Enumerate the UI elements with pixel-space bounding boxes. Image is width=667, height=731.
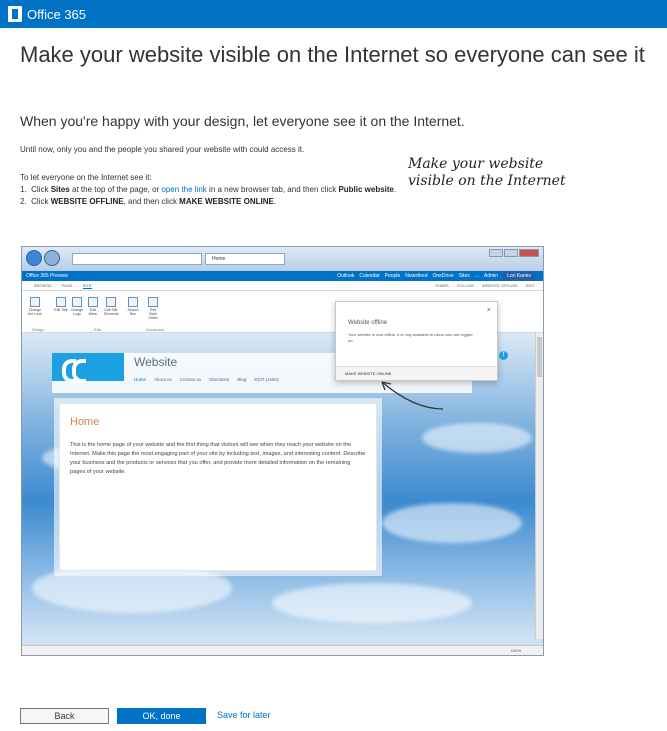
user-name: Lori Kanev	[503, 271, 535, 281]
nav-item: People	[384, 273, 401, 279]
o365-nav	[337, 271, 535, 281]
ribbon-tab: SITE	[82, 282, 92, 288]
ribbon-group: Advanced	[146, 327, 164, 332]
site-nav	[134, 377, 279, 382]
ribbon-button: Search Box	[126, 297, 140, 316]
site-nav-item: Home	[134, 377, 147, 382]
ribbon-button: Edit Menu	[86, 297, 100, 316]
ribbon-group: Design	[32, 327, 45, 332]
step-text: .	[273, 197, 277, 206]
close-icon	[519, 249, 539, 257]
save-for-later-link[interactable]: Save for later	[217, 710, 271, 720]
window-buttons	[489, 249, 539, 257]
website-offline-popup	[335, 301, 498, 381]
ribbon-group: Edit	[94, 327, 101, 332]
ok-done-button[interactable]: OK, done	[117, 708, 206, 724]
ribbon-action: SHARE	[435, 283, 449, 288]
callout-line: visible on the Internet	[408, 173, 566, 189]
step-text: , and then click	[123, 197, 180, 206]
site-nav-item: Blog	[237, 377, 247, 382]
steps-list	[20, 172, 396, 208]
step-1	[20, 184, 396, 196]
callout-text	[408, 156, 598, 190]
step-text: Click	[31, 197, 51, 206]
brand-name: Office 365	[27, 6, 87, 22]
site-nav-item: EDIT LINKS	[254, 377, 279, 382]
open-link[interactable]: open the link	[161, 185, 207, 194]
intro-text: Until now, only you and the people you shared your website with could access it.	[20, 145, 305, 154]
callout-line: Make your website	[408, 156, 544, 172]
o365-bar	[22, 271, 543, 281]
top-bar	[0, 0, 667, 28]
step-bold: MAKE WEBSITE ONLINE	[179, 197, 274, 206]
scrollbar	[535, 333, 543, 639]
back-button[interactable]: Back	[20, 708, 109, 724]
ribbon-actions	[435, 283, 535, 288]
site-logo-icon	[52, 353, 124, 381]
page-subtitle: When you're happy with your design, let everyone see it on the Internet.	[20, 113, 465, 129]
step-number: 2.	[20, 197, 27, 206]
ribbon-button: Edit Site Elements	[104, 297, 118, 316]
nav-item: Newsfeed	[405, 273, 428, 279]
ribbon-button: Edit Title	[54, 297, 68, 312]
ribbon-tab: PAGE	[61, 283, 73, 288]
o365-brand: Office 365 Preview	[26, 273, 68, 279]
close-icon: ×	[486, 307, 491, 314]
site-nav-item: Directions	[209, 377, 230, 382]
step-text: .	[394, 185, 397, 194]
zoom-level: 100%	[510, 648, 521, 653]
step-bold: Sites	[50, 185, 70, 194]
ribbon-button: Edit Style Sheet	[146, 297, 160, 320]
page-heading: Home	[70, 416, 100, 428]
back-arrow-icon	[26, 250, 42, 266]
ribbon-action: WEBSITE OFFLINE	[481, 283, 518, 288]
make-website-online-button: MAKE WEBSITE ONLINE	[336, 366, 497, 380]
ribbon-tab: BROWSE	[34, 283, 52, 288]
ribbon-tabs	[22, 281, 543, 291]
status-bar	[22, 645, 543, 655]
site-nav-item: About us	[154, 377, 172, 382]
page-title: Make your website visible on the Internet so everyone can see it	[20, 42, 645, 67]
forward-arrow-icon	[44, 250, 60, 266]
ribbon-button: Change Logo	[70, 297, 84, 316]
nav-item: Admin	[483, 273, 499, 279]
ribbon-action: EDIT	[525, 283, 535, 288]
nav-item: Sites	[458, 273, 470, 279]
browser-tab: Home	[205, 253, 285, 265]
step-text: Click	[31, 185, 51, 194]
steps-lead: To let everyone on the Internet see it:	[20, 173, 152, 182]
browser-chrome	[22, 247, 543, 271]
nav-item: Calendar	[359, 273, 380, 279]
step-number: 1.	[20, 185, 27, 194]
ribbon-action: FOLLOW	[456, 283, 474, 288]
ribbon-button: Change the Look	[28, 297, 42, 316]
step-text: at the top of the page, or	[69, 185, 162, 194]
popup-title: Website offline	[348, 320, 388, 326]
page-body-text: This is the home page of your website and the first thing that visitors will see when they reach your website on the Internet. Make this page the most engaging part of your site by including text, images, and interesting content. Describe your business and the products or services that you offer, and provide more detailed information on the remaining pages of your website.	[70, 442, 366, 475]
callout-arrow-icon	[377, 379, 447, 419]
minimize-icon	[489, 249, 503, 257]
page-content	[59, 403, 377, 571]
address-bar	[72, 253, 202, 265]
maximize-icon	[504, 249, 518, 257]
nav-item: ...	[474, 273, 479, 279]
step-text: in a new browser tab, and then click	[206, 185, 339, 194]
popup-description: Your website is now offline. It is only available to users who are logged on.	[348, 332, 473, 343]
step-bold: Public website	[338, 185, 395, 194]
nav-item: Outlook	[337, 273, 355, 279]
step-bold: WEBSITE OFFLINE	[50, 197, 124, 206]
office-logo-icon	[8, 6, 22, 22]
site-title: Website	[134, 355, 178, 369]
step-2	[20, 196, 396, 208]
site-nav-item: Contact us	[179, 377, 202, 382]
info-icon: f	[499, 351, 508, 360]
nav-item: OneDrive	[432, 273, 454, 279]
example-screenshot	[21, 246, 544, 656]
